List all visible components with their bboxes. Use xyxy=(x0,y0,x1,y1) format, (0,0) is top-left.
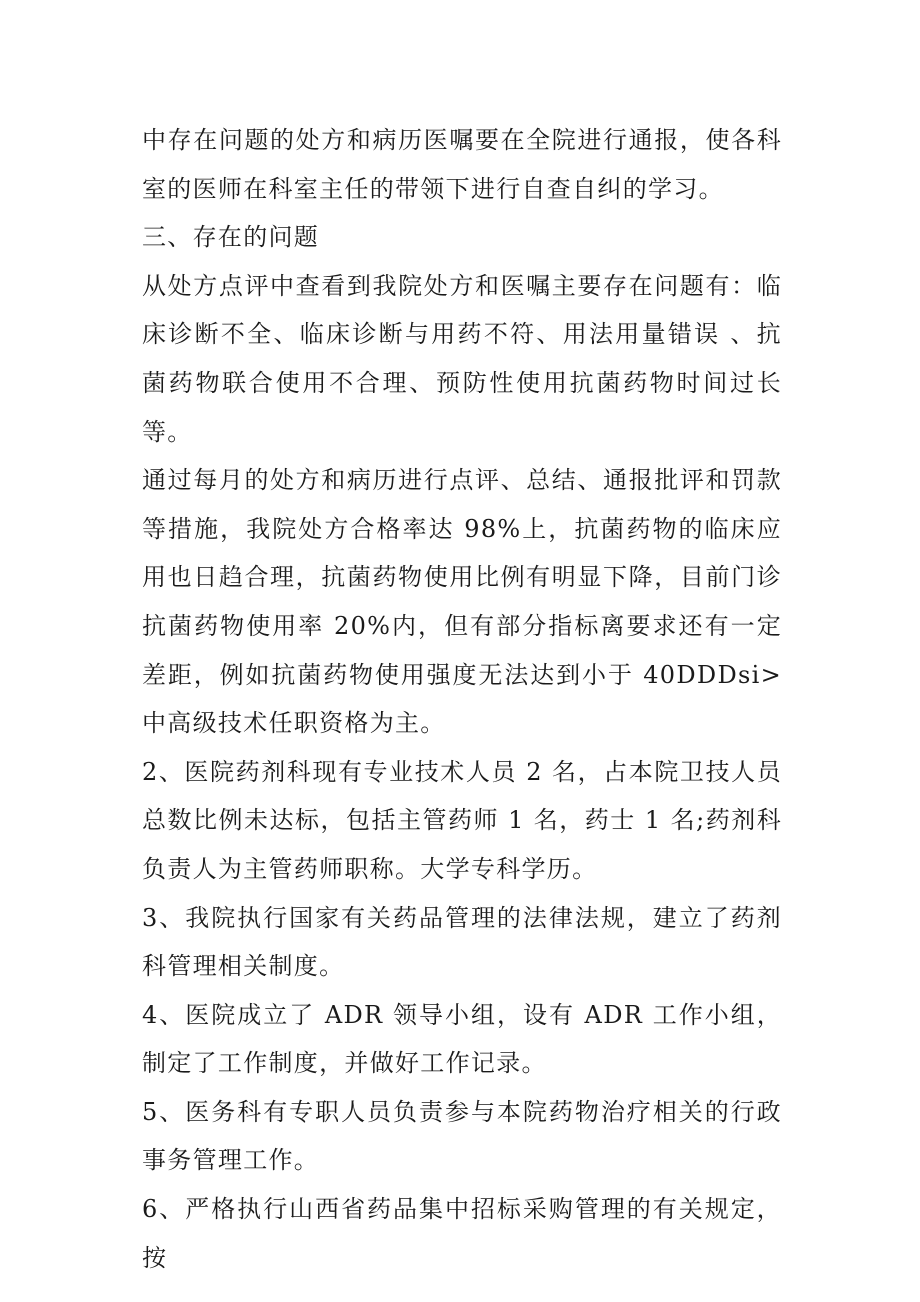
paragraph-report-notice: 中存在问题的处方和病历医嘱要在全院进行通报，使各科室的医师在科室主任的带领下进行自查自纠的学习。 xyxy=(142,126,782,203)
paragraph-item-3-regulations: 3、我院执行国家有关药品管理的法律法规，建立了药剂科管理相关制度。 xyxy=(142,903,782,981)
paragraph-item-2-staff: 2、医院药剂科现有专业技术人员 2 名，占本院卫技人员总数比例未达标，包括主管药师 1 名，药士 1 名;药剂科负责人为主管药师职称。大学专科学历。 xyxy=(142,757,782,883)
paragraph-prescription-issues: 从处方点评中查看到我院处方和医嘱主要存在问题有：临床诊断不全、临床诊断与用药不符、用法用量错误 、抗菌药物联合使用不合理、预防性使用抗菌药物时间过长等。 xyxy=(142,271,782,446)
document-body xyxy=(142,116,782,1282)
paragraph-review-results: 通过每月的处方和病历进行点评、总结、通报批评和罚款等措施，我院处方合格率达 98%上，抗菌药物的临床应用也日趋合理，抗菌药物使用比例有明显下降，目前门诊抗菌药物使用率 20%内，但有部分指标离要求还有一定差距，例如抗菌药物使用强度无法达到小于 40DDDsi>中高级技术任职资格为主。 xyxy=(142,466,782,738)
paragraph-item-5-medical-affairs: 5、医务科有专职人员负责参与本院药物治疗相关的行政事务管理工作。 xyxy=(142,1097,782,1175)
section-heading-problems: 三、存在的问题 xyxy=(142,223,320,252)
paragraph-item-6-procurement: 6、严格执行山西省药品集中招标采购管理的有关规定，按 xyxy=(142,1195,782,1272)
paragraph-item-4-adr: 4、医院成立了 ADR 领导小组，设有 ADR 工作小组，制定了工作制度，并做好工作记录。 xyxy=(142,1000,782,1078)
